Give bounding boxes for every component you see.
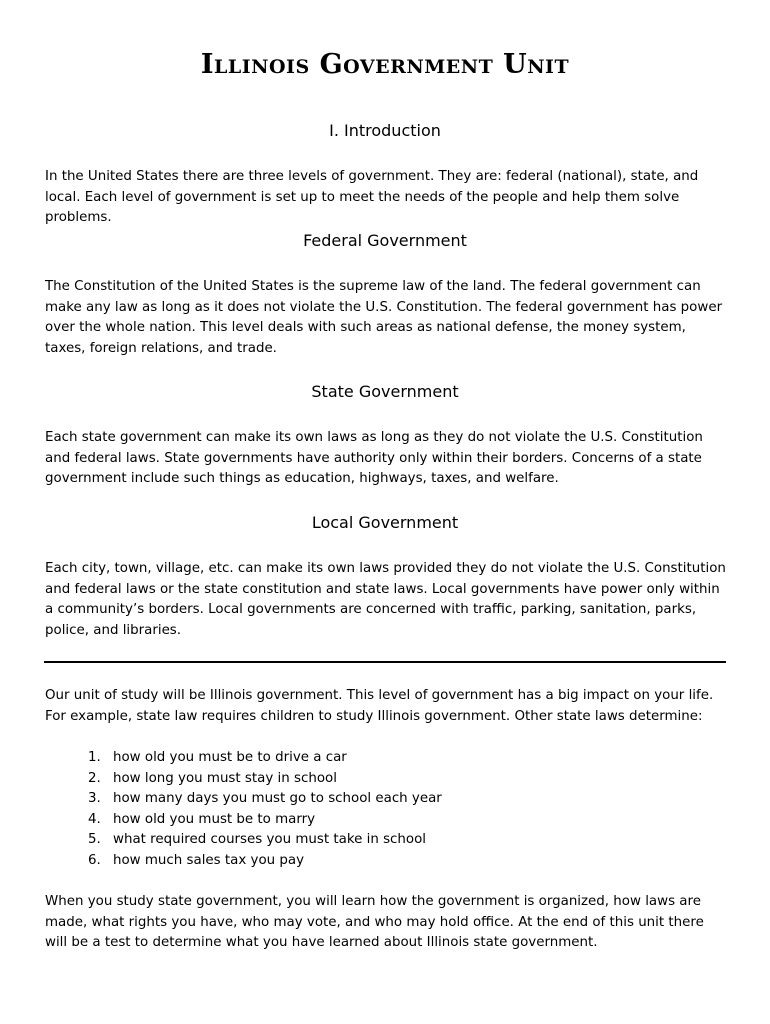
section-heading-local: Local Government bbox=[311, 513, 459, 532]
section-paragraph-state: Each state government can make its own laws as long as they do not violate the U.S. Constitution and federal laws. State governments have authority only within their borders. Concerns of a state government include such things as education, highways, taxes, and welfare. bbox=[45, 430, 703, 487]
list-item-number: 5. bbox=[88, 832, 101, 848]
section-heading-state: State Government bbox=[311, 382, 459, 401]
list-item bbox=[88, 851, 442, 872]
section-heading-federal: Federal Government bbox=[303, 231, 467, 250]
list-item bbox=[88, 769, 442, 790]
list-item bbox=[88, 810, 442, 831]
list-item bbox=[88, 748, 442, 769]
list-item bbox=[88, 789, 442, 810]
list-item bbox=[88, 830, 442, 851]
section-paragraph-introduction: In the United States there are three levels of government. They are: federal (national), state, and local. Each level of government is set up to meet the needs of the people and help them solve problems. bbox=[45, 169, 699, 226]
list-item-number: 4. bbox=[88, 811, 101, 827]
section-paragraph-local: Each city, town, village, etc. can make its own laws provided they do not violate the U.S. Constitution and federal laws or the state constitution and state laws. Local governments have power only within a community’s borders. Local governments are concerned with traffic, parking, sanitation, parks, police, and libraries. bbox=[45, 561, 726, 638]
list-item-text: how much sales tax you pay bbox=[113, 852, 305, 868]
list-item-text: how old you must be to marry bbox=[113, 811, 316, 827]
list-item-text: how long you must stay in school bbox=[113, 770, 337, 786]
list-item-number: 3. bbox=[88, 791, 101, 807]
list-item-text: how many days you must go to school each year bbox=[113, 791, 442, 807]
closing-paragraph: When you study state government, you will learn how the government is organized, how laws are made, what rights you have, who may vote, and who may hold office. At the end of this unit there will be a test to determine what you have learned about Illinois state government. bbox=[45, 894, 704, 951]
list-item-number: 6. bbox=[88, 852, 101, 868]
list-item-number: 2. bbox=[88, 770, 101, 786]
study-intro-paragraph: Our unit of study will be Illinois government. This level of government has a big impact on your life. For example, state law requires children to study Illinois government. Other state laws determine: bbox=[45, 688, 714, 724]
list-item-text: what required courses you must take in school bbox=[113, 832, 427, 848]
section-paragraph-federal: The Constitution of the United States is the supreme law of the land. The federal government can make any law as long as it does not violate the U.S. Constitution. The federal government has power over the whole nation. This level deals with such areas as national defense, the money system, taxes, foreign relations, and trade. bbox=[45, 279, 723, 356]
horizontal-divider bbox=[44, 661, 726, 663]
section-heading-introduction: I. Introduction bbox=[329, 121, 441, 140]
list-item-text: how old you must be to drive a car bbox=[113, 750, 347, 765]
page-title: Illinois Government Unit bbox=[200, 49, 570, 80]
list-item-number: 1. bbox=[88, 750, 101, 765]
state-laws-list bbox=[88, 748, 442, 872]
